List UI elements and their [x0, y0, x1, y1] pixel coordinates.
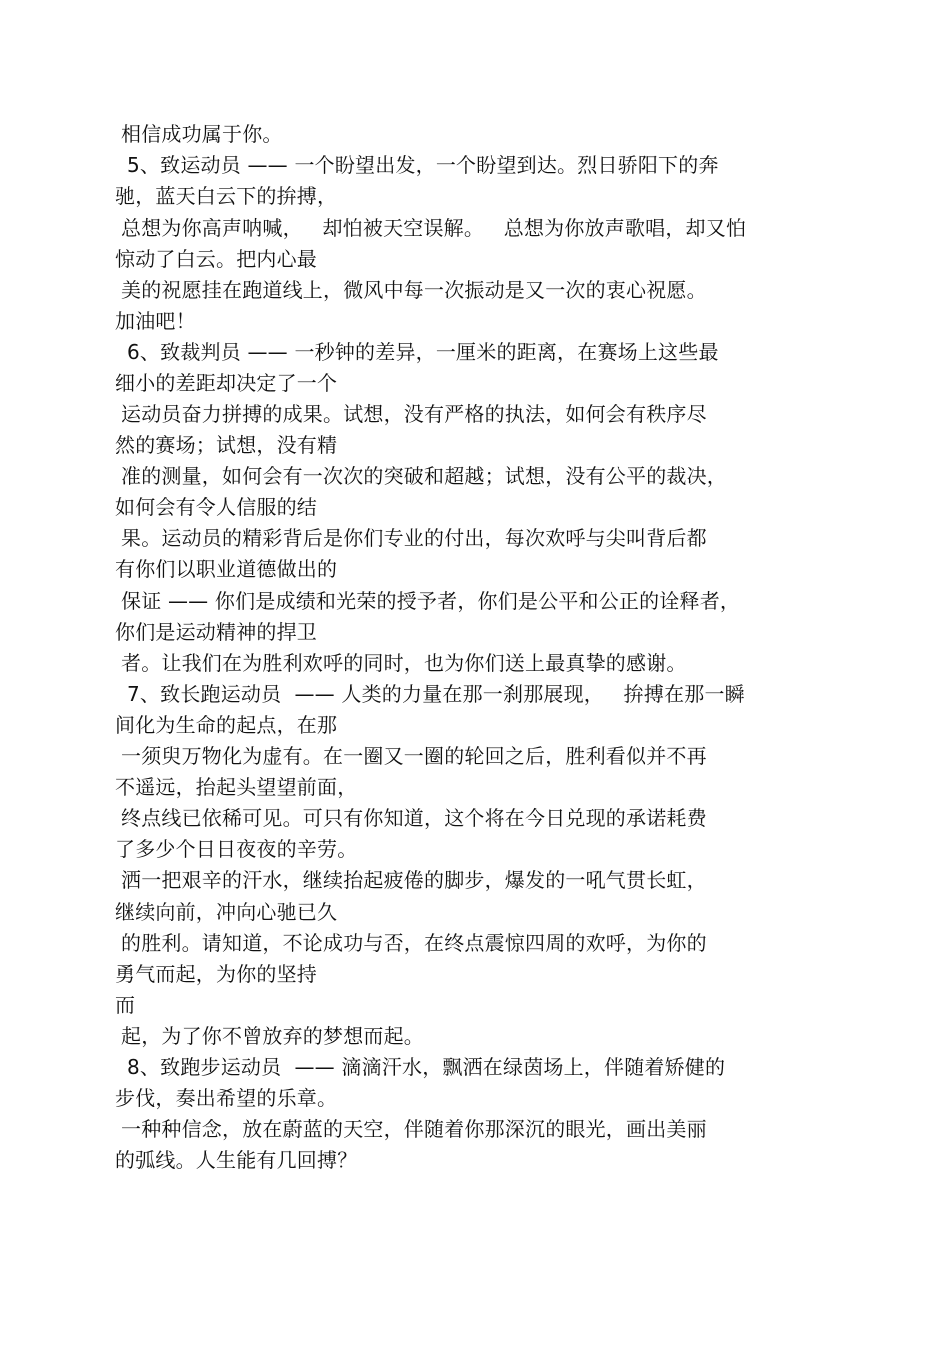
text-line: 总想为你高声呐喊， 却怕被天空误解。 总想为你放声歌唱，却又怕 [121, 216, 747, 240]
text-line: 的弧线。人生能有几回搏？ [115, 1148, 358, 1172]
text-line: 准的测量，如何会有一次次的突破和超越；试想，没有公平的裁决， [121, 464, 727, 488]
text-line: 细小的差距却决定了一个 [115, 371, 338, 395]
text-line: 如何会有令人信服的结 [115, 495, 317, 519]
text-line: 勇气而起，为你的坚持 [115, 962, 317, 986]
text-line: 美的祝愿挂在跑道线上，微风中每一次振动是又一次的衷心祝愿。 [121, 278, 707, 302]
text-line: 7、致长跑运动员 —— 人类的力量在那一刹那展现， 拚搏在那一瞬 [127, 682, 745, 706]
text-line: 而 [115, 993, 136, 1017]
text-line: 终点线已依稀可见。可只有你知道，这个将在今日兑现的承诺耗费 [121, 806, 707, 830]
text-line: 果。运动员的精彩背后是你们专业的付出，每次欢呼与尖叫背后都 [121, 526, 707, 550]
text-line: 然的赛场；试想，没有精 [115, 433, 338, 457]
text-line: 不遥远，抬起头望望前面， [115, 775, 358, 799]
text-line: 保证 —— 你们是成绩和光荣的授予者，你们是公平和公正的诠释者， [121, 589, 741, 613]
text-line: 起，为了你不曾放弃的梦想而起。 [121, 1024, 424, 1048]
text-line: 者。让我们在为胜利欢呼的同时，也为你们送上最真挚的感谢。 [121, 651, 687, 675]
text-line: 驰，蓝天白云下的拚搏， [115, 184, 338, 208]
text-line: 运动员奋力拼搏的成果。试想，没有严格的执法，如何会有秩序尽 [121, 402, 707, 426]
text-line: 间化为生命的起点，在那 [115, 713, 338, 737]
text-line: 了多少个日日夜夜的辛劳。 [115, 837, 358, 861]
text-line: 有你们以职业道德做出的 [115, 557, 338, 581]
text-line: 相信成功属于你。 [121, 122, 283, 146]
text-line: 步伐，奏出希望的乐章。 [115, 1086, 338, 1110]
text-line: 6、致裁判员 —— 一秒钟的差异，一厘米的距离，在赛场上这些最 [127, 340, 719, 364]
text-line: 一须臾万物化为虚有。在一圈又一圈的轮回之后，胜利看似并不再 [121, 744, 707, 768]
text-line: 一种种信念，放在蔚蓝的天空，伴随着你那深沉的眼光，画出美丽 [121, 1117, 707, 1141]
text-line: 5、致运动员 —— 一个盼望出发，一个盼望到达。烈日骄阳下的奔 [127, 153, 719, 177]
text-line: 8、致跑步运动员 —— 滴滴汗水，飘洒在绿茵场上，伴随着矫健的 [127, 1055, 726, 1079]
text-line: 洒一把艰辛的汗水，继续抬起疲倦的脚步，爆发的一吼气贯长虹， [121, 868, 707, 892]
text-line: 继续向前，冲向心驰已久 [115, 900, 338, 924]
text-line: 你们是运动精神的捍卫 [115, 620, 317, 644]
text-line: 加油吧！ [115, 309, 196, 333]
text-line: 的胜利。请知道，不论成功与否，在终点震惊四周的欢呼，为你的 [121, 931, 707, 955]
text-line: 惊动了白云。把内心最 [115, 247, 317, 271]
